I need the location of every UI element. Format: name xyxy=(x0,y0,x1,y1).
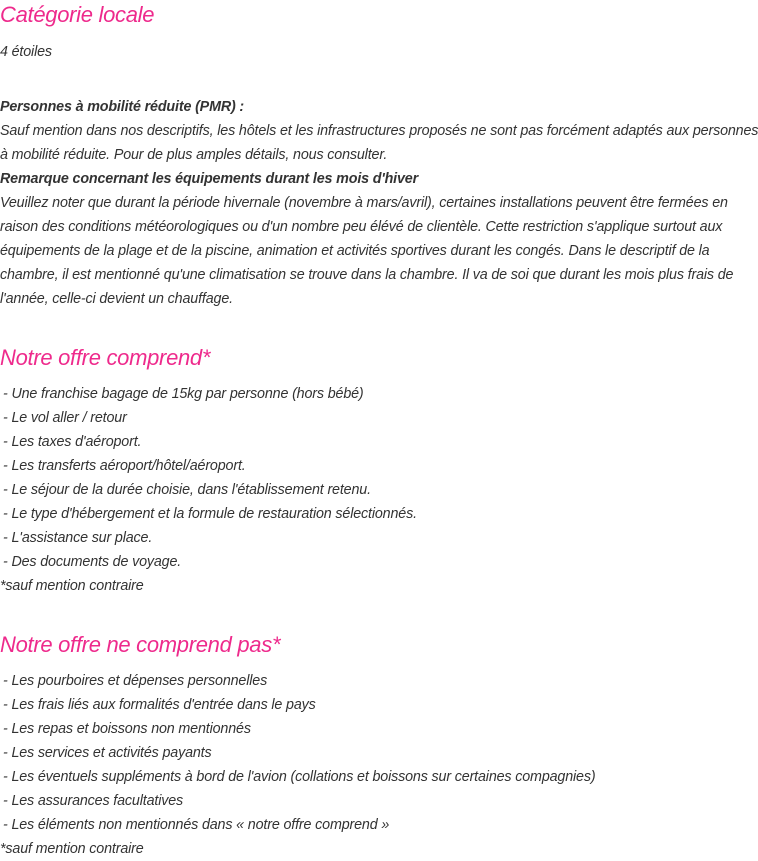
list-item: - L'assistance sur place. xyxy=(0,526,417,550)
list-item: - Une franchise bagage de 15kg par personne (hors bébé) xyxy=(0,382,417,406)
list-item: - Les éléments non mentionnés dans « notre offre comprend » xyxy=(0,813,595,837)
winter-text-line: l'année, celle-ci devient un chauffage. xyxy=(0,291,233,307)
winter-text-line: équipements de la plage et de la piscine, animation et activités sportives durant les congés. Dans le descriptif de la xyxy=(0,243,710,259)
list-item: - Des documents de voyage. xyxy=(0,550,417,574)
winter-heading: Remarque concernant les équipements durant les mois d'hiver xyxy=(0,171,419,187)
list-item: - Les transferts aéroport/hôtel/aéroport. xyxy=(0,454,417,478)
included-note: *sauf mention contraire xyxy=(0,578,144,594)
winter-text-line: Veuillez noter que durant la période hivernale (novembre à mars/avril), certaines installations peuvent être fermées en xyxy=(0,195,728,211)
list-item: - Les services et activités payants xyxy=(0,741,595,765)
pmr-text-line: à mobilité réduite. Pour de plus amples détails, nous consulter. xyxy=(0,147,388,163)
list-item: - Les éventuels suppléments à bord de l'avion (collations et boissons sur certaines compagnies) xyxy=(0,765,595,789)
category-title: Catégorie locale xyxy=(0,2,155,27)
pmr-heading: Personnes à mobilité réduite (PMR) : xyxy=(0,99,245,115)
pmr-section xyxy=(0,95,758,311)
winter-text-line: chambre, il est mentionné qu'une climatisation se trouve dans la chambre. Il va de soi que durant les mois plus frais de xyxy=(0,267,734,283)
included-list xyxy=(0,382,417,574)
list-item: - Les taxes d'aéroport. xyxy=(0,430,417,454)
category-value: 4 étoiles xyxy=(0,44,52,60)
included-title: Notre offre comprend* xyxy=(0,345,211,370)
excluded-title: Notre offre ne comprend pas* xyxy=(0,632,281,657)
list-item: - Les frais liés aux formalités d'entrée dans le pays xyxy=(0,693,595,717)
excluded-list xyxy=(0,669,595,837)
winter-text-line: raison des conditions météorologiques ou d'un nombre peu élévé de clientèle. Cette restriction s'applique surtout aux xyxy=(0,219,723,235)
pmr-text-line: Sauf mention dans nos descriptifs, les hôtels et les infrastructures proposés ne sont pas forcément adaptés aux personnes xyxy=(0,123,758,139)
list-item: - Le séjour de la durée choisie, dans l'établissement retenu. xyxy=(0,478,417,502)
excluded-note: *sauf mention contraire xyxy=(0,841,144,857)
list-item: - Les assurances facultatives xyxy=(0,789,595,813)
list-item: - Le vol aller / retour xyxy=(0,406,417,430)
list-item: - Les pourboires et dépenses personnelles xyxy=(0,669,595,693)
list-item: - Le type d'hébergement et la formule de restauration sélectionnés. xyxy=(0,502,417,526)
list-item: - Les repas et boissons non mentionnés xyxy=(0,717,595,741)
